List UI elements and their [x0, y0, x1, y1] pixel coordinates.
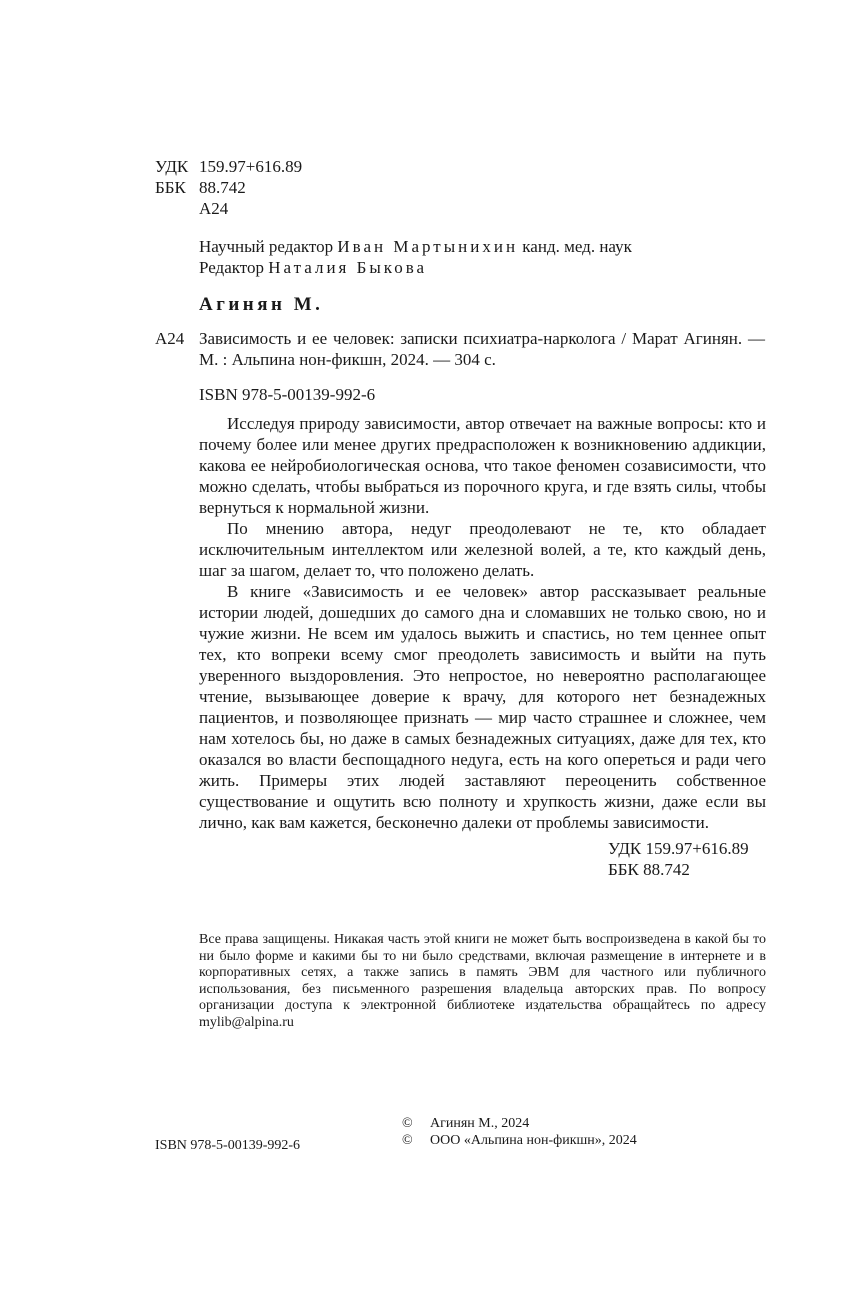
bbk-label: ББК	[155, 178, 186, 197]
isbn-bottom: ISBN 978-5-00139-992-6	[155, 1138, 301, 1153]
copyright-symbol: ©	[402, 1132, 413, 1148]
bibliographic-code: А24	[155, 329, 185, 348]
author-sign: А24	[199, 199, 229, 218]
author-sign-row	[155, 198, 302, 219]
editor-line	[199, 257, 632, 278]
copyright-symbol: ©	[402, 1116, 413, 1131]
editor-label: Редактор	[199, 258, 264, 277]
bibliographic-entry	[155, 328, 765, 370]
science-editor-label: Научный редактор	[199, 237, 334, 256]
udk-label: УДК	[155, 157, 189, 176]
bibliographic-text: Зависимость и ее человек: записки психиатра-нарколога / Марат Агинян. — М. : Альпина нон-фикшн, 2024. — 304 с.	[199, 329, 765, 369]
annotation	[199, 413, 766, 833]
copyright-block	[402, 1116, 637, 1149]
science-editor-name: Иван Мартынихин	[337, 237, 519, 256]
annotation-paragraph: По мнению автора, недуг преодолевают не те, кто обладает исключительным интеллектом или железной волей, а те, кто каждый день, шаг за шагом, делает то, что положено делать.	[199, 519, 766, 580]
bbk-right: ББК 88.742	[608, 860, 690, 879]
annotation-paragraph: Исследуя природу зависимости, автор отвечает на важные вопросы: кто и почему более или менее других предрасположен к возникновению аддикции, какова ее нейробиологическая основа, что такое феномен созависимости, что можно сделать, чтобы выбраться из порочного круга, и где взять силы, чтобы вернуться к нормальной жизни.	[199, 414, 766, 517]
copyright-publisher: ООО «Альпина нон-фикшн», 2024	[430, 1132, 637, 1148]
copyright-author: Агинян М., 2024	[430, 1116, 530, 1131]
isbn-top: ISBN 978-5-00139-992-6	[199, 385, 376, 404]
classification-codes	[155, 156, 302, 219]
udk-value: 159.97+616.89	[199, 157, 303, 176]
science-editor-line	[199, 236, 632, 257]
codes-right	[608, 838, 749, 880]
bbk-value: 88.742	[199, 178, 246, 197]
bbk-row	[155, 177, 302, 198]
editors-block	[199, 236, 632, 278]
editor-name: Наталия Быкова	[268, 258, 428, 277]
science-editor-degree: канд. мед. наук	[522, 237, 632, 256]
copyright-line-publisher	[402, 1133, 637, 1150]
copyright-line-author	[402, 1116, 637, 1133]
annotation-paragraph: В книге «Зависимость и ее человек» автор рассказывает реальные истории людей, дошедших до самого дна и сломавших не только свою, но и чужие жизни. Не всем им удалось выжить и спастись, но тем ценнее опыт тех, кто вопреки всему смог преодолеть зависимость и выйти на путь уверенного выздоровления. Это непростое, но невероятно располагающее чтение, вызывающее доверие к врачу, для которого нет безнадежных пациентов, и позволяющее признать — мир часто страшнее и сложнее, чем нам хотелось бы, но даже в самых безнадежных ситуациях, даже для тех, кто оказался во власти беспощадного недуга, есть на кого опереться и ради чего жить. Примеры этих людей заставляют переоценить собственное существование и ощутить всю полноту и хрупкость жизни, даже если вы лично, как вам кажется, бесконечно далеки от проблемы зависимости.	[199, 582, 766, 832]
udk-row	[155, 156, 302, 177]
author-heading: Агинян М.	[199, 294, 324, 315]
rights-notice: Все права защищены. Никакая часть этой книги не может быть воспроизведена в какой бы то ни было форме и какими бы то ни было средствами, включая размещение в интернете и в корпоративных сетях, а также запись в память ЭВМ для частного или публичного использования, без письменного разрешения владельца авторских прав. По вопросу организации доступа к электронной библиотеке издательства обращайтесь по адресу mylib@alpina.ru	[199, 932, 766, 1030]
udk-right: УДК 159.97+616.89	[608, 839, 749, 858]
